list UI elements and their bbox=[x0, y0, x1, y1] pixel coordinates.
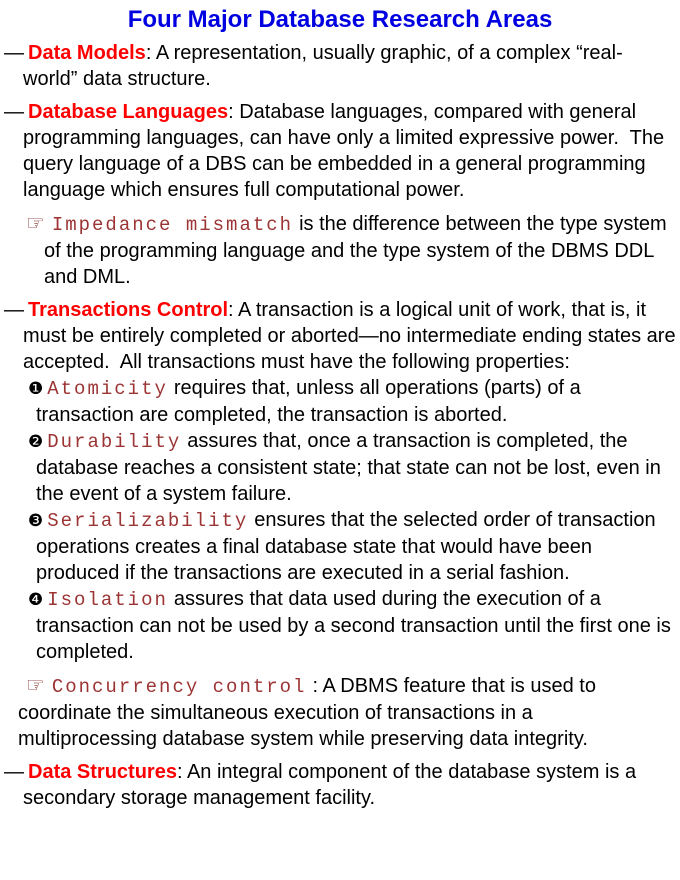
circled-1-icon: ❶ bbox=[28, 379, 44, 399]
circled-2-icon: ❷ bbox=[28, 432, 44, 452]
term-label: Atomicity bbox=[47, 378, 168, 400]
item-text: assures that data used during the execution of a transaction can not be used by a second transaction until the first one is completed. bbox=[36, 588, 671, 663]
item-text: requires that, unless all operations (parts) of a transaction are completed, the transaction is aborted. bbox=[36, 377, 581, 426]
numbered-item-atomicity bbox=[4, 375, 676, 428]
item-text: A DBMS feature that is used to coordinate the simultaneous execution of transactions in a multiprocessing database system while preserving data integrity. bbox=[18, 675, 596, 750]
pointing-hand-icon: ☞ bbox=[26, 211, 45, 235]
pointing-hand-icon: ☞ bbox=[26, 673, 45, 697]
term-label: Durability bbox=[47, 431, 182, 453]
bullet-item-data-structures bbox=[4, 759, 676, 811]
item-text: ensures that the selected order of transaction operations creates a final database state that would have been produced if the transactions are executed in a serial fashion. bbox=[36, 509, 656, 584]
term-label: Transactions Control bbox=[28, 299, 229, 321]
term-label: Database Languages bbox=[28, 101, 229, 123]
term-label: Data Structures bbox=[28, 761, 177, 783]
dash-icon: — bbox=[4, 42, 24, 64]
note-concurrency-control bbox=[4, 672, 676, 752]
term-label: Data Models bbox=[28, 42, 146, 64]
item-text: assures that, once a transaction is completed, the database reaches a consistent state; that state can not be lost, even in the event of a system failure. bbox=[36, 430, 661, 505]
term-separator: : bbox=[228, 101, 240, 123]
numbered-item-durability bbox=[4, 428, 676, 507]
bullet-item-data-models bbox=[4, 40, 676, 92]
term-separator: : bbox=[145, 42, 156, 64]
term-label: Impedance mismatch bbox=[51, 214, 294, 236]
dash-icon: — bbox=[4, 761, 24, 783]
item-text: Database languages, compared with general programming languages, can have only a limited expressive power. The query language of a DBS can be embedded in a general programming language which ensures full computational power. bbox=[23, 101, 665, 201]
circled-3-icon: ❸ bbox=[28, 511, 44, 531]
term-separator: : bbox=[312, 675, 323, 697]
bullet-item-database-languages bbox=[4, 99, 676, 203]
item-text: is the difference between the type system of the programming language and the type system of the DBMS DDL and DML. bbox=[44, 213, 667, 288]
term-separator: : bbox=[176, 761, 187, 783]
dash-icon: — bbox=[4, 101, 24, 123]
term-label: Serializability bbox=[47, 510, 249, 532]
item-text: A transaction is a logical unit of work, that is, it must be entirely completed or aborted—no intermediate ending states are accepted. All transactions must have the following properties: bbox=[23, 299, 676, 373]
term-label: Concurrency control bbox=[51, 676, 307, 698]
term-label: Isolation bbox=[47, 589, 168, 611]
numbered-item-serializability bbox=[4, 507, 676, 586]
note-impedance-mismatch bbox=[4, 210, 676, 290]
circled-4-icon: ❹ bbox=[28, 590, 44, 610]
bullet-item-transactions-control bbox=[4, 297, 676, 375]
dash-icon: — bbox=[4, 299, 24, 321]
item-text: An integral component of the database system is a secondary storage management facility. bbox=[23, 761, 637, 809]
item-text: A representation, usually graphic, of a complex “real-world” data structure. bbox=[23, 42, 623, 90]
term-separator: : bbox=[228, 299, 239, 321]
page-title: Four Major Database Research Areas bbox=[127, 6, 553, 33]
numbered-item-isolation bbox=[4, 586, 676, 665]
